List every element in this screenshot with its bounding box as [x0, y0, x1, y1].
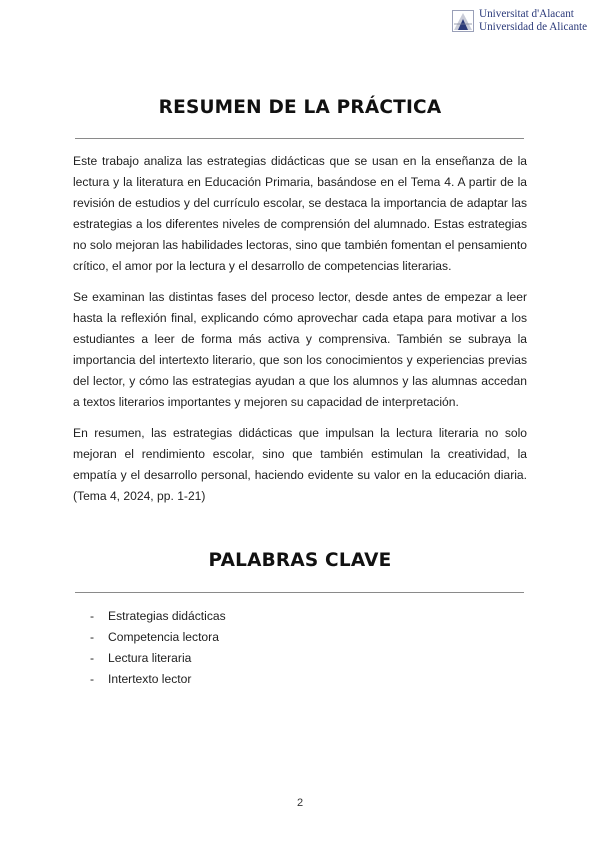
university-logo-icon — [452, 10, 474, 32]
list-item — [90, 606, 226, 627]
keyword-text: Estrategias didácticas — [108, 609, 226, 623]
keyword-text: Intertexto lector — [108, 672, 192, 686]
summary-paragraph-1: Este trabajo analiza las estrategias didácticas que se usan en la enseñanza de la lectura y la literatura en Educación Primaria, basándose en el Tema 4. A partir de la revisión de estudios y del currículo escolar, se destaca la importancia de adaptar las estrategias a los diferentes niveles de comprensión del alumnado. Estas estrategias no solo mejoran las habilidades lectoras, sino que también fomentan el pensamiento crítico, el amor por la lectura y el desarrollo de competencias literarias. — [73, 154, 527, 273]
page-number: 2 — [296, 797, 304, 809]
university-logo — [452, 8, 597, 38]
university-name-valencian: Universitat d'Alacant — [479, 8, 574, 20]
summary-title: RESUMEN DE LA PRÁCTICA — [158, 97, 442, 118]
list-item — [90, 648, 226, 669]
summary-paragraph-2: Se examinan las distintas fases del proceso lector, desde antes de empezar a leer hasta la reflexión final, explicando cómo aprovechar cada etapa para motivar a los estudiantes a leer de forma más activa y comprensiva. También se subraya la importancia del intertexto literario, que son los conocimientos y experiencias previas del lector, y cómo las estrategias ayudan a que los alumnos y las alumnas accedan a textos literarios importantes y mejoren su capacidad de interpretación. — [73, 290, 527, 409]
university-name-spanish: Universidad de Alicante — [479, 20, 588, 33]
list-item — [90, 627, 226, 648]
university-name — [479, 8, 587, 33]
keyword-text: Competencia lectora — [108, 630, 219, 644]
keywords-divider — [75, 592, 524, 593]
keywords-list — [90, 606, 226, 690]
list-item — [90, 669, 226, 690]
list-bullet: - — [90, 609, 95, 623]
summary-divider — [75, 138, 524, 139]
keyword-text: Lectura literaria — [108, 651, 192, 665]
summary-paragraph-3: En resumen, las estrategias didácticas que impulsan la lectura literaria no solo mejoran el rendimiento escolar, sino que también estimulan la creatividad, la empatía y el desarrollo personal, haciendo evidente su valor en la educación diaria. (Tema 4, 2024, pp. 1-21) — [73, 426, 527, 503]
list-bullet: - — [90, 672, 95, 686]
keywords-title: PALABRAS CLAVE — [208, 550, 392, 571]
list-bullet: - — [90, 630, 95, 644]
list-bullet: - — [90, 651, 95, 665]
